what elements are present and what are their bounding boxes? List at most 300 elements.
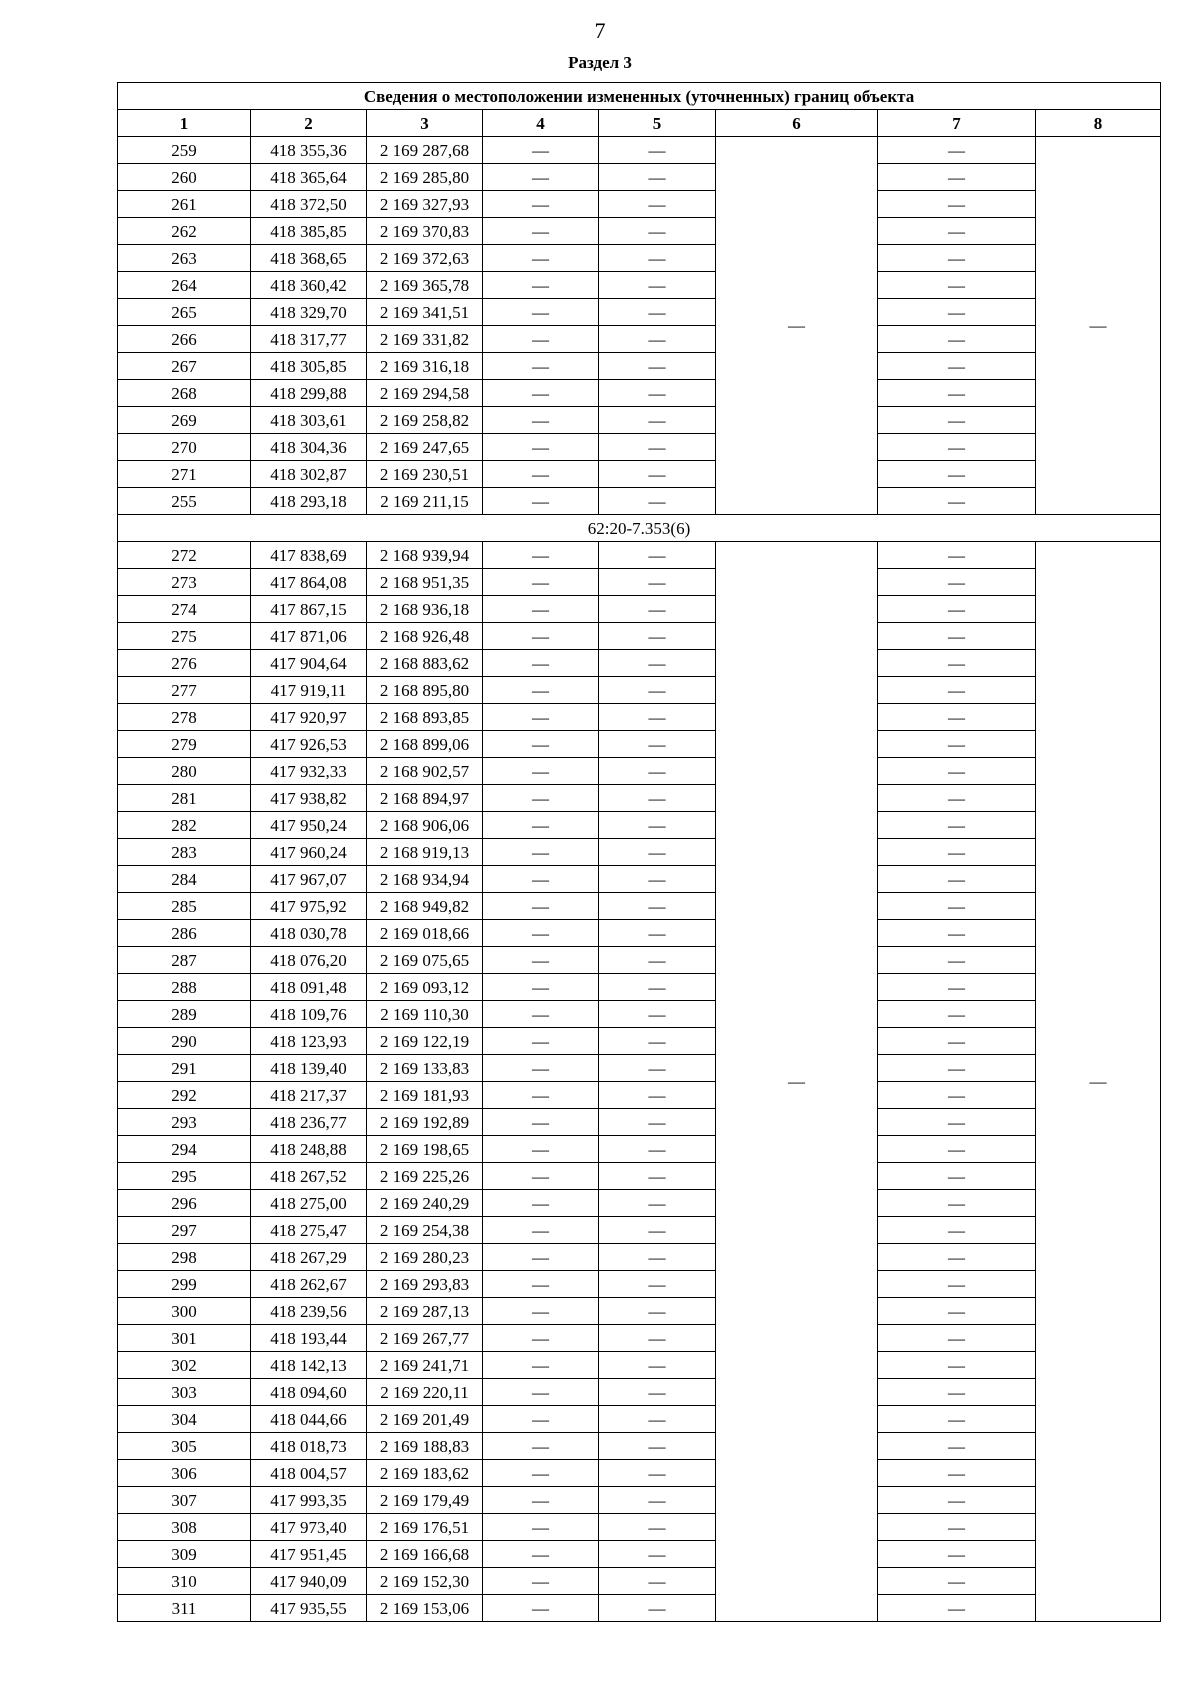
column-4-cell: — xyxy=(483,1163,599,1190)
column-7-cell: — xyxy=(878,1298,1036,1325)
column-4-cell: — xyxy=(483,353,599,380)
point-number-cell: 274 xyxy=(118,596,251,623)
column-5-cell: — xyxy=(599,893,716,920)
point-number-cell: 302 xyxy=(118,1352,251,1379)
column-7-cell: — xyxy=(878,1001,1036,1028)
column-5-cell: — xyxy=(599,1001,716,1028)
column-5-cell: — xyxy=(599,1055,716,1082)
point-number-cell: 270 xyxy=(118,434,251,461)
table-row xyxy=(118,1487,1161,1514)
column-7-cell: — xyxy=(878,920,1036,947)
column-7-cell: — xyxy=(878,866,1036,893)
table-caption-row xyxy=(118,83,1161,110)
column-7-cell: — xyxy=(878,1487,1036,1514)
x-coordinate-cell: 418 302,87 xyxy=(251,461,367,488)
column-4-cell: — xyxy=(483,731,599,758)
column-4-cell: — xyxy=(483,542,599,569)
point-number-cell: 260 xyxy=(118,164,251,191)
table-caption: Сведения о местоположении измененных (уточненных) границ объекта xyxy=(118,83,1161,110)
column-header: 7 xyxy=(878,110,1036,137)
point-number-cell: 296 xyxy=(118,1190,251,1217)
table-row xyxy=(118,920,1161,947)
y-coordinate-cell: 2 169 153,06 xyxy=(367,1595,483,1622)
x-coordinate-cell: 417 940,09 xyxy=(251,1568,367,1595)
column-4-cell: — xyxy=(483,407,599,434)
column-7-cell: — xyxy=(878,650,1036,677)
column-7-cell: — xyxy=(878,1460,1036,1487)
column-5-cell: — xyxy=(599,623,716,650)
table-row xyxy=(118,1568,1161,1595)
y-coordinate-cell: 2 168 894,97 xyxy=(367,785,483,812)
point-number-cell: 265 xyxy=(118,299,251,326)
column-4-cell: — xyxy=(483,1514,599,1541)
table-row xyxy=(118,1163,1161,1190)
column-5-cell: — xyxy=(599,1433,716,1460)
column-5-cell: — xyxy=(599,434,716,461)
point-number-cell: 259 xyxy=(118,137,251,164)
y-coordinate-cell: 2 169 093,12 xyxy=(367,974,483,1001)
table-row xyxy=(118,677,1161,704)
table-row xyxy=(118,596,1161,623)
column-7-cell: — xyxy=(878,569,1036,596)
column-header: 6 xyxy=(716,110,878,137)
column-4-cell: — xyxy=(483,893,599,920)
group-row xyxy=(118,515,1161,542)
x-coordinate-cell: 417 935,55 xyxy=(251,1595,367,1622)
column-7-cell: — xyxy=(878,758,1036,785)
point-number-cell: 284 xyxy=(118,866,251,893)
point-number-cell: 282 xyxy=(118,812,251,839)
y-coordinate-cell: 2 169 258,82 xyxy=(367,407,483,434)
point-number-cell: 280 xyxy=(118,758,251,785)
column-5-cell: — xyxy=(599,407,716,434)
boundary-table xyxy=(117,82,1161,1622)
column-7-cell: — xyxy=(878,1244,1036,1271)
column-4-cell: — xyxy=(483,272,599,299)
y-coordinate-cell: 2 169 230,51 xyxy=(367,461,483,488)
y-coordinate-cell: 2 169 370,83 xyxy=(367,218,483,245)
column-5-cell: — xyxy=(599,1136,716,1163)
table-row xyxy=(118,1190,1161,1217)
column-7-cell: — xyxy=(878,272,1036,299)
column-7-cell: — xyxy=(878,623,1036,650)
column-header: 3 xyxy=(367,110,483,137)
column-5-cell: — xyxy=(599,218,716,245)
column-header-row xyxy=(118,110,1161,137)
column-4-cell: — xyxy=(483,1460,599,1487)
x-coordinate-cell: 418 004,57 xyxy=(251,1460,367,1487)
x-coordinate-cell: 417 973,40 xyxy=(251,1514,367,1541)
table-row xyxy=(118,812,1161,839)
y-coordinate-cell: 2 169 267,77 xyxy=(367,1325,483,1352)
column-5-cell: — xyxy=(599,596,716,623)
y-coordinate-cell: 2 168 902,57 xyxy=(367,758,483,785)
y-coordinate-cell: 2 169 285,80 xyxy=(367,164,483,191)
column-4-cell: — xyxy=(483,434,599,461)
column-5-cell: — xyxy=(599,488,716,515)
column-4-cell: — xyxy=(483,758,599,785)
column-4-cell: — xyxy=(483,677,599,704)
x-coordinate-cell: 418 372,50 xyxy=(251,191,367,218)
column-7-cell: — xyxy=(878,434,1036,461)
column-4-cell: — xyxy=(483,704,599,731)
point-number-cell: 267 xyxy=(118,353,251,380)
column-7-cell: — xyxy=(878,677,1036,704)
column-5-cell: — xyxy=(599,1028,716,1055)
column-7-cell: — xyxy=(878,731,1036,758)
table-row xyxy=(118,1298,1161,1325)
column-7-cell: — xyxy=(878,1163,1036,1190)
x-coordinate-cell: 418 317,77 xyxy=(251,326,367,353)
point-number-cell: 269 xyxy=(118,407,251,434)
column-4-cell: — xyxy=(483,1136,599,1163)
column-5-cell: — xyxy=(599,1244,716,1271)
table-row xyxy=(118,326,1161,353)
column-7-cell: — xyxy=(878,542,1036,569)
table-row xyxy=(118,488,1161,515)
column-5-cell: — xyxy=(599,1298,716,1325)
point-number-cell: 298 xyxy=(118,1244,251,1271)
column-5-cell: — xyxy=(599,1460,716,1487)
column-5-cell: — xyxy=(599,353,716,380)
column-7-cell: — xyxy=(878,974,1036,1001)
y-coordinate-cell: 2 169 241,71 xyxy=(367,1352,483,1379)
x-coordinate-cell: 418 275,00 xyxy=(251,1190,367,1217)
column-5-cell: — xyxy=(599,1325,716,1352)
x-coordinate-cell: 418 305,85 xyxy=(251,353,367,380)
column-4-cell: — xyxy=(483,1109,599,1136)
column-4-cell: — xyxy=(483,650,599,677)
table-row xyxy=(118,380,1161,407)
column-5-cell: — xyxy=(599,704,716,731)
x-coordinate-cell: 418 044,66 xyxy=(251,1406,367,1433)
x-coordinate-cell: 418 123,93 xyxy=(251,1028,367,1055)
column-5-cell: — xyxy=(599,758,716,785)
table-row xyxy=(118,1379,1161,1406)
y-coordinate-cell: 2 168 883,62 xyxy=(367,650,483,677)
table-row xyxy=(118,974,1161,1001)
table-row xyxy=(118,1082,1161,1109)
column-7-cell: — xyxy=(878,1325,1036,1352)
column-5-cell: — xyxy=(599,1487,716,1514)
y-coordinate-cell: 2 168 893,85 xyxy=(367,704,483,731)
table-row xyxy=(118,245,1161,272)
table-row xyxy=(118,353,1161,380)
column-5-cell: — xyxy=(599,326,716,353)
y-coordinate-cell: 2 169 110,30 xyxy=(367,1001,483,1028)
column-4-cell: — xyxy=(483,947,599,974)
column-5-cell: — xyxy=(599,1190,716,1217)
x-coordinate-cell: 417 932,33 xyxy=(251,758,367,785)
y-coordinate-cell: 2 169 188,83 xyxy=(367,1433,483,1460)
y-coordinate-cell: 2 169 254,38 xyxy=(367,1217,483,1244)
x-coordinate-cell: 418 299,88 xyxy=(251,380,367,407)
column-4-cell: — xyxy=(483,218,599,245)
point-number-cell: 275 xyxy=(118,623,251,650)
column-7-cell: — xyxy=(878,191,1036,218)
column-5-cell: — xyxy=(599,299,716,326)
x-coordinate-cell: 417 951,45 xyxy=(251,1541,367,1568)
y-coordinate-cell: 2 169 075,65 xyxy=(367,947,483,974)
column-4-cell: — xyxy=(483,1595,599,1622)
column-8-merged-cell: — xyxy=(1036,137,1161,515)
column-header: 2 xyxy=(251,110,367,137)
table-row xyxy=(118,272,1161,299)
point-number-cell: 292 xyxy=(118,1082,251,1109)
table-row xyxy=(118,1271,1161,1298)
column-7-cell: — xyxy=(878,1109,1036,1136)
x-coordinate-cell: 417 920,97 xyxy=(251,704,367,731)
column-5-cell: — xyxy=(599,731,716,758)
column-7-cell: — xyxy=(878,947,1036,974)
point-number-cell: 262 xyxy=(118,218,251,245)
y-coordinate-cell: 2 169 327,93 xyxy=(367,191,483,218)
y-coordinate-cell: 2 169 225,26 xyxy=(367,1163,483,1190)
y-coordinate-cell: 2 169 201,49 xyxy=(367,1406,483,1433)
x-coordinate-cell: 417 919,11 xyxy=(251,677,367,704)
column-4-cell: — xyxy=(483,974,599,1001)
column-4-cell: — xyxy=(483,866,599,893)
x-coordinate-cell: 418 109,76 xyxy=(251,1001,367,1028)
point-number-cell: 261 xyxy=(118,191,251,218)
y-coordinate-cell: 2 169 365,78 xyxy=(367,272,483,299)
table-row xyxy=(118,1595,1161,1622)
column-4-cell: — xyxy=(483,245,599,272)
table-row xyxy=(118,1460,1161,1487)
column-7-cell: — xyxy=(878,1595,1036,1622)
column-5-cell: — xyxy=(599,1379,716,1406)
column-5-cell: — xyxy=(599,866,716,893)
column-5-cell: — xyxy=(599,1595,716,1622)
x-coordinate-cell: 418 368,65 xyxy=(251,245,367,272)
table-row xyxy=(118,191,1161,218)
column-4-cell: — xyxy=(483,1325,599,1352)
y-coordinate-cell: 2 169 183,62 xyxy=(367,1460,483,1487)
point-number-cell: 304 xyxy=(118,1406,251,1433)
point-number-cell: 279 xyxy=(118,731,251,758)
column-5-cell: — xyxy=(599,1514,716,1541)
x-coordinate-cell: 418 076,20 xyxy=(251,947,367,974)
y-coordinate-cell: 2 169 341,51 xyxy=(367,299,483,326)
x-coordinate-cell: 417 950,24 xyxy=(251,812,367,839)
column-7-cell: — xyxy=(878,488,1036,515)
column-4-cell: — xyxy=(483,1568,599,1595)
section-title: Раздел 3 xyxy=(568,53,632,72)
point-number-cell: 271 xyxy=(118,461,251,488)
column-5-cell: — xyxy=(599,164,716,191)
point-number-cell: 310 xyxy=(118,1568,251,1595)
column-5-cell: — xyxy=(599,677,716,704)
table-row xyxy=(118,569,1161,596)
point-number-cell: 299 xyxy=(118,1271,251,1298)
point-number-cell: 286 xyxy=(118,920,251,947)
column-7-cell: — xyxy=(878,785,1036,812)
column-5-cell: — xyxy=(599,1406,716,1433)
table-row xyxy=(118,407,1161,434)
point-number-cell: 300 xyxy=(118,1298,251,1325)
y-coordinate-cell: 2 169 372,63 xyxy=(367,245,483,272)
column-4-cell: — xyxy=(483,839,599,866)
column-7-cell: — xyxy=(878,1055,1036,1082)
x-coordinate-cell: 418 293,18 xyxy=(251,488,367,515)
column-7-cell: — xyxy=(878,1028,1036,1055)
x-coordinate-cell: 418 018,73 xyxy=(251,1433,367,1460)
x-coordinate-cell: 417 975,92 xyxy=(251,893,367,920)
column-5-cell: — xyxy=(599,785,716,812)
point-number-cell: 263 xyxy=(118,245,251,272)
x-coordinate-cell: 418 360,42 xyxy=(251,272,367,299)
column-7-cell: — xyxy=(878,137,1036,164)
y-coordinate-cell: 2 168 949,82 xyxy=(367,893,483,920)
point-number-cell: 266 xyxy=(118,326,251,353)
y-coordinate-cell: 2 168 939,94 xyxy=(367,542,483,569)
column-7-cell: — xyxy=(878,407,1036,434)
x-coordinate-cell: 418 267,29 xyxy=(251,1244,367,1271)
point-number-cell: 303 xyxy=(118,1379,251,1406)
column-4-cell: — xyxy=(483,1352,599,1379)
y-coordinate-cell: 2 168 951,35 xyxy=(367,569,483,596)
column-7-cell: — xyxy=(878,1190,1036,1217)
table-row xyxy=(118,1514,1161,1541)
table-row xyxy=(118,1352,1161,1379)
point-number-cell: 294 xyxy=(118,1136,251,1163)
column-5-cell: — xyxy=(599,461,716,488)
x-coordinate-cell: 418 304,36 xyxy=(251,434,367,461)
column-7-cell: — xyxy=(878,1136,1036,1163)
point-number-cell: 307 xyxy=(118,1487,251,1514)
point-number-cell: 291 xyxy=(118,1055,251,1082)
column-7-cell: — xyxy=(878,1217,1036,1244)
column-4-cell: — xyxy=(483,488,599,515)
table-row xyxy=(118,434,1161,461)
y-coordinate-cell: 2 168 934,94 xyxy=(367,866,483,893)
table-row xyxy=(118,1055,1161,1082)
point-number-cell: 297 xyxy=(118,1217,251,1244)
x-coordinate-cell: 418 139,40 xyxy=(251,1055,367,1082)
x-coordinate-cell: 417 867,15 xyxy=(251,596,367,623)
column-4-cell: — xyxy=(483,1217,599,1244)
x-coordinate-cell: 417 926,53 xyxy=(251,731,367,758)
column-5-cell: — xyxy=(599,812,716,839)
column-4-cell: — xyxy=(483,299,599,326)
column-4-cell: — xyxy=(483,326,599,353)
table-row xyxy=(118,218,1161,245)
x-coordinate-cell: 418 262,67 xyxy=(251,1271,367,1298)
x-coordinate-cell: 418 239,56 xyxy=(251,1298,367,1325)
column-4-cell: — xyxy=(483,137,599,164)
column-4-cell: — xyxy=(483,812,599,839)
table-row xyxy=(118,839,1161,866)
column-4-cell: — xyxy=(483,623,599,650)
y-coordinate-cell: 2 169 247,65 xyxy=(367,434,483,461)
column-4-cell: — xyxy=(483,1298,599,1325)
column-4-cell: — xyxy=(483,1028,599,1055)
column-4-cell: — xyxy=(483,1487,599,1514)
y-coordinate-cell: 2 169 220,11 xyxy=(367,1379,483,1406)
y-coordinate-cell: 2 168 926,48 xyxy=(367,623,483,650)
x-coordinate-cell: 417 904,64 xyxy=(251,650,367,677)
column-8-merged-cell: — xyxy=(1036,542,1161,1622)
point-number-cell: 309 xyxy=(118,1541,251,1568)
table-row xyxy=(118,299,1161,326)
table-row xyxy=(118,866,1161,893)
x-coordinate-cell: 418 303,61 xyxy=(251,407,367,434)
column-7-cell: — xyxy=(878,1082,1036,1109)
column-5-cell: — xyxy=(599,839,716,866)
column-4-cell: — xyxy=(483,1271,599,1298)
column-4-cell: — xyxy=(483,569,599,596)
column-5-cell: — xyxy=(599,650,716,677)
column-4-cell: — xyxy=(483,461,599,488)
column-5-cell: — xyxy=(599,542,716,569)
point-number-cell: 264 xyxy=(118,272,251,299)
column-4-cell: — xyxy=(483,785,599,812)
table-row xyxy=(118,164,1161,191)
x-coordinate-cell: 418 385,85 xyxy=(251,218,367,245)
column-7-cell: — xyxy=(878,380,1036,407)
column-7-cell: — xyxy=(878,1406,1036,1433)
y-coordinate-cell: 2 169 176,51 xyxy=(367,1514,483,1541)
point-number-cell: 308 xyxy=(118,1514,251,1541)
column-4-cell: — xyxy=(483,920,599,947)
y-coordinate-cell: 2 169 122,19 xyxy=(367,1028,483,1055)
point-number-cell: 273 xyxy=(118,569,251,596)
table-row xyxy=(118,461,1161,488)
x-coordinate-cell: 418 355,36 xyxy=(251,137,367,164)
table-row xyxy=(118,1001,1161,1028)
column-5-cell: — xyxy=(599,1541,716,1568)
point-number-cell: 287 xyxy=(118,947,251,974)
column-4-cell: — xyxy=(483,380,599,407)
table-row xyxy=(118,704,1161,731)
point-number-cell: 278 xyxy=(118,704,251,731)
column-4-cell: — xyxy=(483,1406,599,1433)
column-7-cell: — xyxy=(878,164,1036,191)
column-5-cell: — xyxy=(599,272,716,299)
y-coordinate-cell: 2 169 192,89 xyxy=(367,1109,483,1136)
column-7-cell: — xyxy=(878,1352,1036,1379)
y-coordinate-cell: 2 169 240,29 xyxy=(367,1190,483,1217)
point-number-cell: 272 xyxy=(118,542,251,569)
column-7-cell: — xyxy=(878,353,1036,380)
x-coordinate-cell: 418 193,44 xyxy=(251,1325,367,1352)
table-row xyxy=(118,650,1161,677)
column-header: 1 xyxy=(118,110,251,137)
y-coordinate-cell: 2 169 181,93 xyxy=(367,1082,483,1109)
y-coordinate-cell: 2 169 331,82 xyxy=(367,326,483,353)
table-row xyxy=(118,731,1161,758)
table-row xyxy=(118,1433,1161,1460)
table-row xyxy=(118,1541,1161,1568)
column-7-cell: — xyxy=(878,1271,1036,1298)
column-7-cell: — xyxy=(878,1541,1036,1568)
column-5-cell: — xyxy=(599,920,716,947)
x-coordinate-cell: 417 838,69 xyxy=(251,542,367,569)
point-number-cell: 289 xyxy=(118,1001,251,1028)
column-5-cell: — xyxy=(599,1217,716,1244)
column-5-cell: — xyxy=(599,1271,716,1298)
point-number-cell: 311 xyxy=(118,1595,251,1622)
column-4-cell: — xyxy=(483,1055,599,1082)
column-4-cell: — xyxy=(483,1541,599,1568)
column-7-cell: — xyxy=(878,1514,1036,1541)
x-coordinate-cell: 418 267,52 xyxy=(251,1163,367,1190)
column-4-cell: — xyxy=(483,1001,599,1028)
x-coordinate-cell: 418 091,48 xyxy=(251,974,367,1001)
y-coordinate-cell: 2 168 899,06 xyxy=(367,731,483,758)
y-coordinate-cell: 2 169 198,65 xyxy=(367,1136,483,1163)
table-body xyxy=(118,137,1161,1622)
